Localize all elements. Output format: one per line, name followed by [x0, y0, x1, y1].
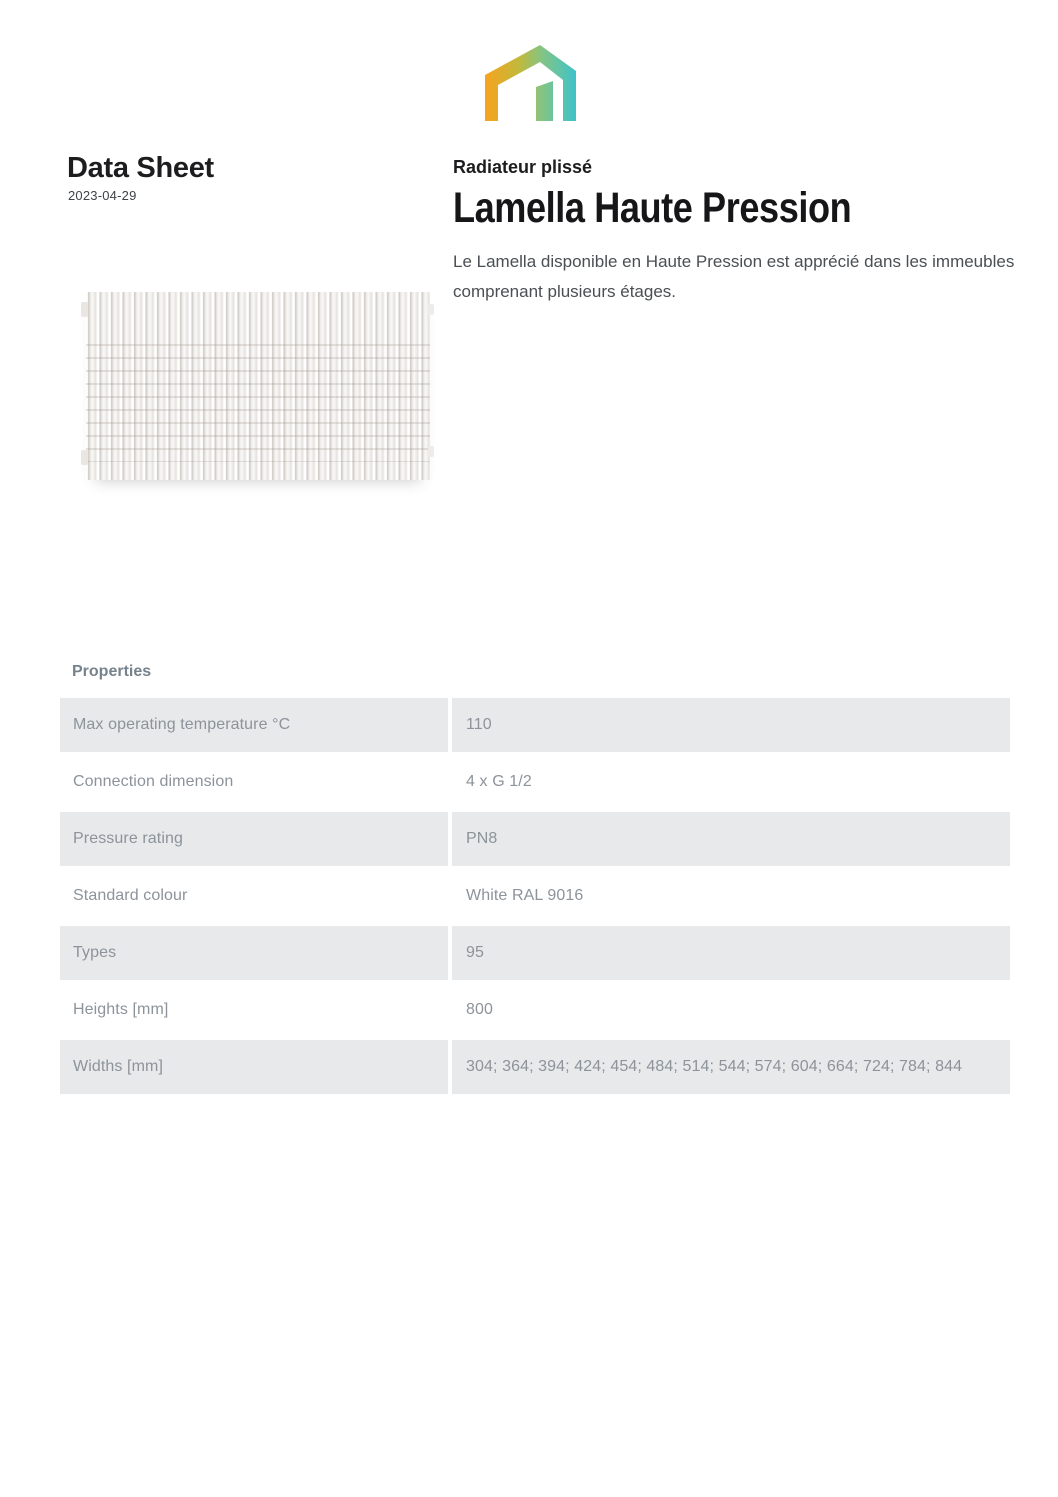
document-meta	[67, 152, 214, 203]
house-icon	[485, 45, 576, 121]
table-row	[60, 698, 1010, 752]
properties-heading: Properties	[72, 663, 152, 680]
brand-house-logo	[485, 45, 576, 121]
product-header	[453, 157, 1028, 307]
properties-section	[60, 663, 1010, 1094]
table-row	[60, 926, 1010, 980]
table-row	[60, 869, 1010, 923]
property-label: Widths [mm]	[60, 1040, 448, 1094]
property-value: 304; 364; 394; 424; 454; 484; 514; 544; 574; 604; 664; 724; 784; 844	[452, 1040, 1010, 1094]
table-row	[60, 983, 1010, 1037]
property-label: Types	[60, 926, 448, 980]
property-value: PN8	[452, 812, 1010, 866]
property-label: Heights [mm]	[73, 1001, 169, 1018]
property-value: 95	[452, 926, 1010, 980]
table-row	[60, 1040, 1010, 1094]
property-value: White RAL 9016	[466, 887, 584, 904]
properties-table	[60, 698, 1010, 1094]
property-value: 110	[452, 698, 1010, 752]
product-title: Lamella Haute Pression	[453, 184, 852, 232]
document-date: 2023-04-29	[68, 188, 137, 203]
property-label: Pressure rating	[60, 812, 448, 866]
property-value: 800	[466, 1001, 493, 1018]
property-label: Connection dimension	[73, 773, 234, 790]
property-label: Standard colour	[73, 887, 188, 904]
table-row	[60, 755, 1010, 809]
table-row	[60, 812, 1010, 866]
product-description: Le Lamella disponible en Haute Pression est apprécié dans les immeubles comprenant plusieurs étages.	[453, 252, 1015, 301]
product-image	[86, 292, 430, 480]
product-category: Radiateur plissé	[453, 157, 593, 177]
property-label: Max operating temperature °C	[60, 698, 448, 752]
document-type-title: Data Sheet	[67, 152, 214, 184]
property-value: 4 x G 1/2	[466, 773, 532, 790]
